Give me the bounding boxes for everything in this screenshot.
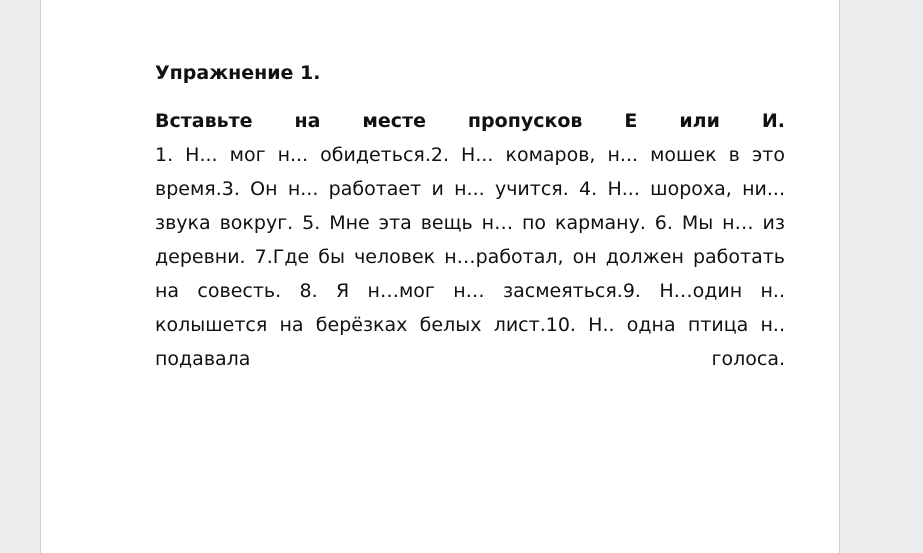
- exercise-title: Упражнение 1.: [155, 62, 321, 84]
- document-page: [40, 0, 840, 553]
- exercise-instruction: Вставьте на месте пропусков Е или И.: [155, 110, 785, 132]
- document-body: [155, 58, 785, 376]
- exercise-text: 1. Н... мог н... обидеться.2. Н... комаров, н... мошек в это время.3. Он н... работает и н... учится. 4. Н... шороха, ни... звука вокруг. 5. Мне эта вещь н… по карману. 6. Мы н… из деревни. 7.Где бы человек н…работал, он должен работать на совесть. 8. Я н…мог н… засмеяться.9. Н…один н.. колышется на берёзках белых лист.10. Н.. одна птица н.. подавала голоса.: [155, 144, 785, 370]
